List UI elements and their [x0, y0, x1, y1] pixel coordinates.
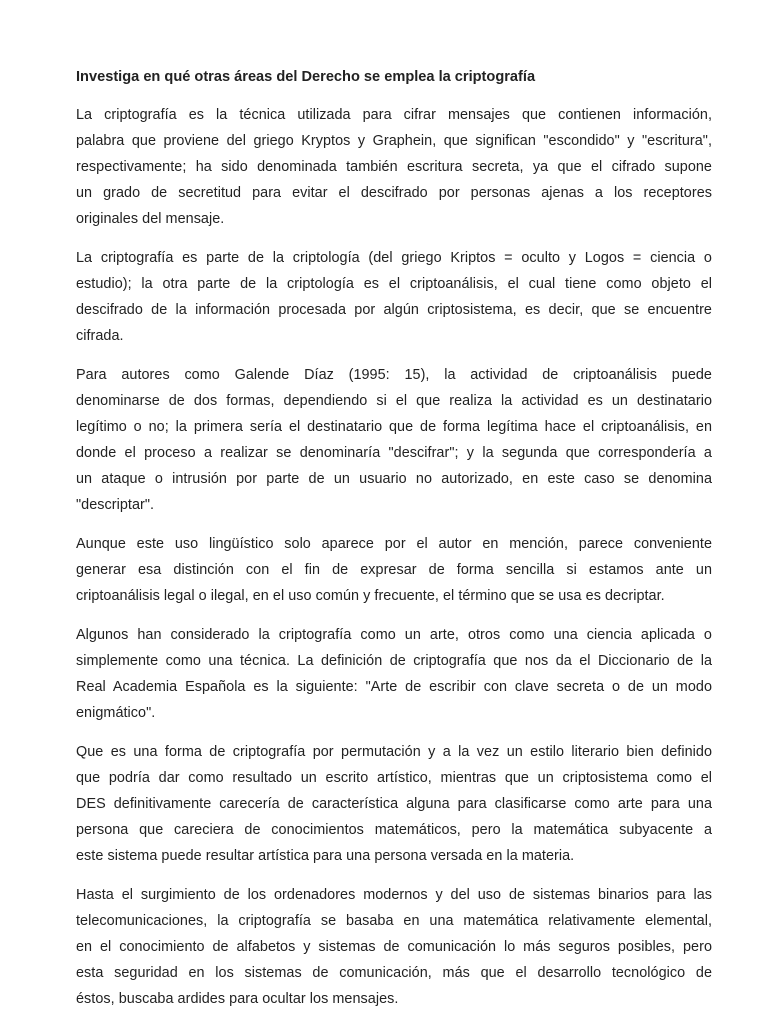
paragraph-line: Real Academia Española es la siguiente: "Arte de escribir con clave secreta o de un modo — [76, 679, 712, 695]
paragraph-line: simplemente como una técnica. La definición de criptografía que nos da el Diccionario de la — [76, 653, 712, 669]
paragraph — [76, 245, 712, 349]
paragraph-line: generar esa distinción con el fin de expresar de forma sencilla si estamos ante un — [76, 562, 712, 578]
paragraph — [76, 102, 712, 232]
paragraph-line: Algunos han considerado la criptografía como un arte, otros como una ciencia aplicada o — [76, 627, 712, 643]
paragraph-line: "descriptar". — [76, 497, 155, 513]
paragraph-line: La criptografía es parte de la criptología (del griego Kriptos = oculto y Logos = ciencia o — [76, 250, 712, 266]
paragraph-line: persona que careciera de conocimientos matemáticos, pero la matemática subyacente a — [76, 822, 712, 838]
paragraph-line: un grado de secretitud para evitar el descifrado por personas ajenas a los receptores — [76, 185, 712, 201]
document-title: Investiga en qué otras áreas del Derecho se emplea la criptografía — [76, 69, 536, 85]
paragraph-line: descifrado de la información procesada por algún criptosistema, es decir, que se encuentre — [76, 302, 712, 318]
paragraph — [76, 362, 712, 518]
paragraph — [76, 739, 712, 869]
paragraph-line: un ataque o intrusión por parte de un usuario no autorizado, en este caso se denomina — [76, 471, 712, 487]
paragraph-line: telecomunicaciones, la criptografía se basaba en una matemática relativamente elemental, — [76, 913, 712, 929]
document-page — [76, 66, 712, 1025]
paragraph-line: Aunque este uso lingüístico solo aparece por el autor en mención, parece conveniente — [76, 536, 712, 552]
paragraph-line: legítimo o no; la primera sería el destinatario que de forma legítima hace el criptoanálisis, en — [76, 419, 712, 435]
paragraph-line: cifrada. — [76, 328, 124, 344]
paragraph-line: estudio); la otra parte de la criptología es el criptoanálisis, el cual tiene como objeto el — [76, 276, 712, 292]
paragraph — [76, 531, 712, 609]
paragraph-line: originales del mensaje. — [76, 211, 225, 227]
paragraph-line: Que es una forma de criptografía por permutación y a la vez un estilo literario bien definido — [76, 744, 712, 760]
paragraph-line: respectivamente; ha sido denominada también escritura secreta, ya que el cifrado supone — [76, 159, 712, 175]
document-body — [76, 102, 712, 1012]
paragraph-line: este sistema puede resultar artística para una persona versada en la materia. — [76, 848, 575, 864]
paragraph-line: criptoanálisis legal o ilegal, en el uso común y frecuente, el término que se usa es decriptar. — [76, 588, 665, 604]
paragraph-line: Para autores como Galende Díaz (1995: 15), la actividad de criptoanálisis puede — [76, 367, 712, 383]
paragraph-line: esta seguridad en los sistemas de comunicación, más que el desarrollo tecnológico de — [76, 965, 712, 981]
paragraph-line: La criptografía es la técnica utilizada para cifrar mensajes que contienen información, — [76, 107, 712, 123]
paragraph-line: Hasta el surgimiento de los ordenadores modernos y del uso de sistemas binarios para las — [76, 887, 712, 903]
paragraph-line: donde el proceso a realizar se denominaría "descifrar"; y la segunda que correspondería a — [76, 445, 712, 461]
paragraph-line: DES definitivamente carecería de característica alguna para clasificarse como arte para una — [76, 796, 712, 812]
paragraph-line: en el conocimiento de alfabetos y sistemas de comunicación lo más seguros posibles, pero — [76, 939, 712, 955]
paragraph-line: enigmático". — [76, 705, 156, 721]
paragraph-line: que podría dar como resultado un escrito artístico, mientras que un criptosistema como el — [76, 770, 712, 786]
paragraph-line: palabra que proviene del griego Kryptos y Graphein, que significan "escondido" y "escritura", — [76, 133, 712, 149]
paragraph — [76, 622, 712, 726]
paragraph-line: éstos, buscaba ardides para ocultar los mensajes. — [76, 991, 399, 1007]
paragraph — [76, 882, 712, 1012]
paragraph-line: denominarse de dos formas, dependiendo si el que realiza la actividad es un destinatario — [76, 393, 712, 409]
